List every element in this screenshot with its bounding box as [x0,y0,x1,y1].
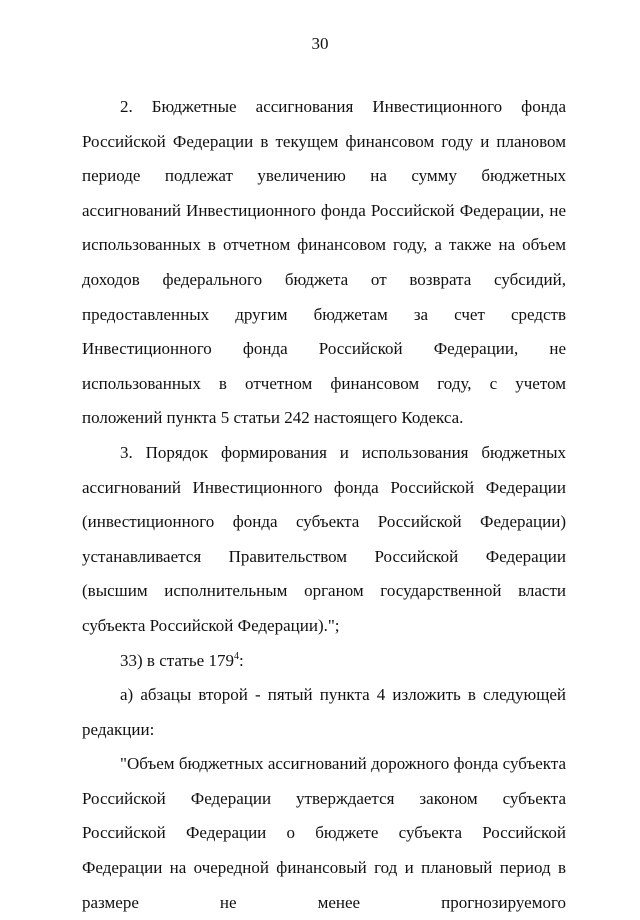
paragraph-item-33 [82,644,566,679]
page-number: 30 [311,34,329,53]
paragraph-3: 3. Порядок формирования и использования бюджетных ассигнований Инвестиционного фонда Российской Федерации (инвестиционного фонда субъекта Российской Федерации) устанавливается Правительством Российской Федерации (высшим исполнительным органом государственной власти субъекта Российской Федерации)."; [82,442,566,635]
paragraph-2: 2. Бюджетные ассигнования Инвестиционного фонда Российской Федерации в текущем финансовом году и плановом периоде подлежат увеличению на сумму бюджетных ассигнований Инвестиционного фонда Российской Федерации, не использованных в отчетном финансовом году, а также на объем доходов федерального бюджета от возврата субсидий, предоставленных другим бюджетам за счет средств Инвестиционного фонда Российской Федерации, не использованных в отчетном финансовом году, с учетом положений пункта 5 статьи 242 настоящего Кодекса. [82,97,566,428]
paragraph-item-a: а) абзацы второй - пятый пункта 4 изложить в следующей редакции: [82,685,566,739]
document-body [82,90,566,920]
item-33-prefix: 33) в статье 179 [120,650,234,670]
item-33-superscript: 4 [233,650,239,662]
item-33-suffix: : [238,650,244,670]
paragraph-quote: "Объем бюджетных ассигнований дорожного фонда субъекта Российской Федерации утверждается законом субъекта Российской Федерации о бюджете субъекта Российской Федерации на очередной финансовый год и плановый период в размере не менее прогнозируемого [82,754,566,912]
